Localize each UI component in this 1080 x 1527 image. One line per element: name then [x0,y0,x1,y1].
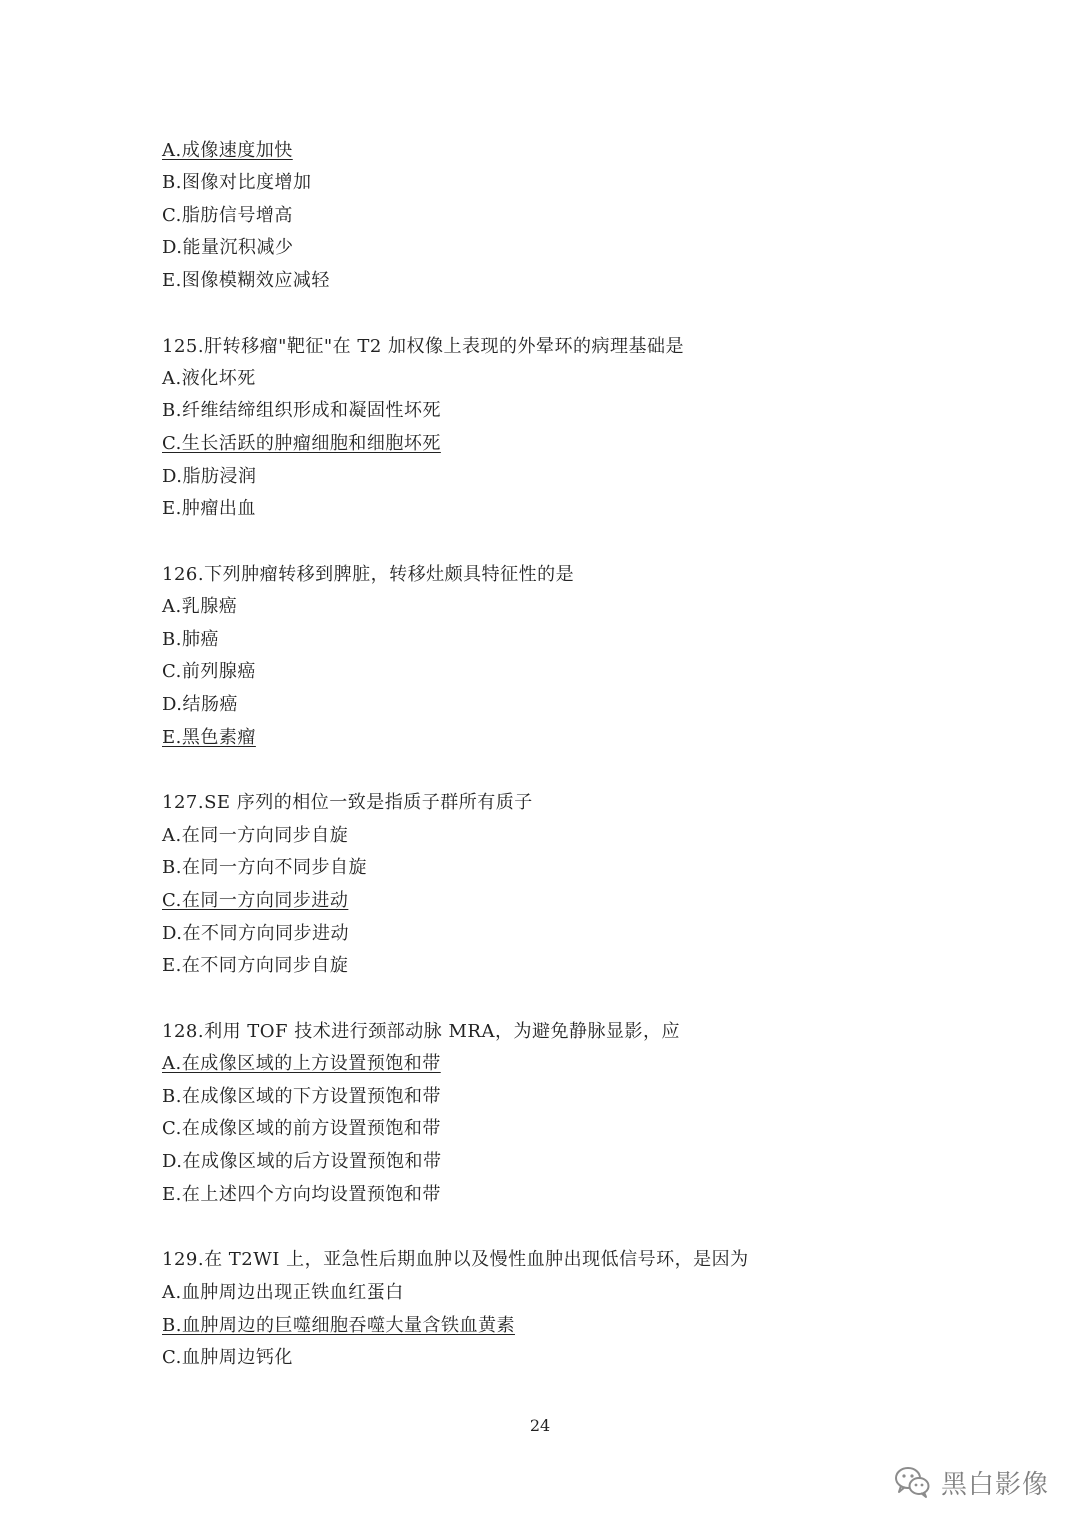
question-line: 127.SE 序列的相位一致是指质子群所有质子 [162,792,533,813]
option-line: D.结肠癌 [162,694,239,715]
wechat-icon [893,1465,931,1499]
option-line: A.在成像区域的上方设置预饱和带 [162,1053,441,1074]
option-line: E.在上述四个方向均设置预饱和带 [162,1184,441,1205]
option-line: B.肺癌 [162,629,219,650]
question-line: 125.肝转移瘤"靶征"在 T2 加权像上表现的外晕环的病理基础是 [162,336,685,357]
option-line: D.脂肪浸润 [162,466,257,487]
option-line: B.在成像区域的下方设置预饱和带 [162,1086,441,1107]
option-line: E.肿瘤出血 [162,498,256,519]
option-line: A.液化坏死 [162,368,256,389]
option-line: B.图像对比度增加 [162,172,312,193]
option-line: E.图像模糊效应减轻 [162,270,330,291]
watermark [893,1462,1049,1502]
option-line: C.血肿周边钙化 [162,1347,293,1368]
option-line: B.血肿周边的巨噬细胞吞噬大量含铁血黄素 [162,1315,515,1336]
question-line: 128.利用 TOF 技术进行颈部动脉 MRA，为避免静脉显影，应 [162,1021,680,1042]
option-line: A.成像速度加快 [162,140,293,161]
watermark-text: 黑白影像 [941,1469,1050,1500]
option-line: E.黑色素瘤 [162,727,256,748]
option-line: C.在同一方向同步进动 [162,890,349,911]
option-line: D.在不同方向同步进动 [162,923,350,944]
option-line: D.能量沉积减少 [162,237,294,258]
page-number: 24 [529,1416,551,1435]
option-line: C.前列腺癌 [162,661,256,682]
option-line: A.乳腺癌 [162,596,238,617]
question-line: 126.下列肿瘤转移到脾脏，转移灶颇具特征性的是 [162,564,575,585]
option-line: B.纤维结缔组织形成和凝固性坏死 [162,400,441,421]
option-line: C.在成像区域的前方设置预饱和带 [162,1118,441,1139]
option-line: D.在成像区域的后方设置预饱和带 [162,1151,442,1172]
option-line: A.血肿周边出现正铁血红蛋白 [162,1282,404,1303]
option-line: B.在同一方向不同步自旋 [162,857,367,878]
option-line: E.在不同方向同步自旋 [162,955,349,976]
question-line: 129.在 T2WI 上，亚急性后期血肿以及慢性血肿出现低信号环，是因为 [162,1249,749,1270]
option-line: A.在同一方向同步自旋 [162,825,349,846]
option-line: C.脂肪信号增高 [162,205,293,226]
option-line: C.生长活跃的肿瘤细胞和细胞坏死 [162,433,441,454]
